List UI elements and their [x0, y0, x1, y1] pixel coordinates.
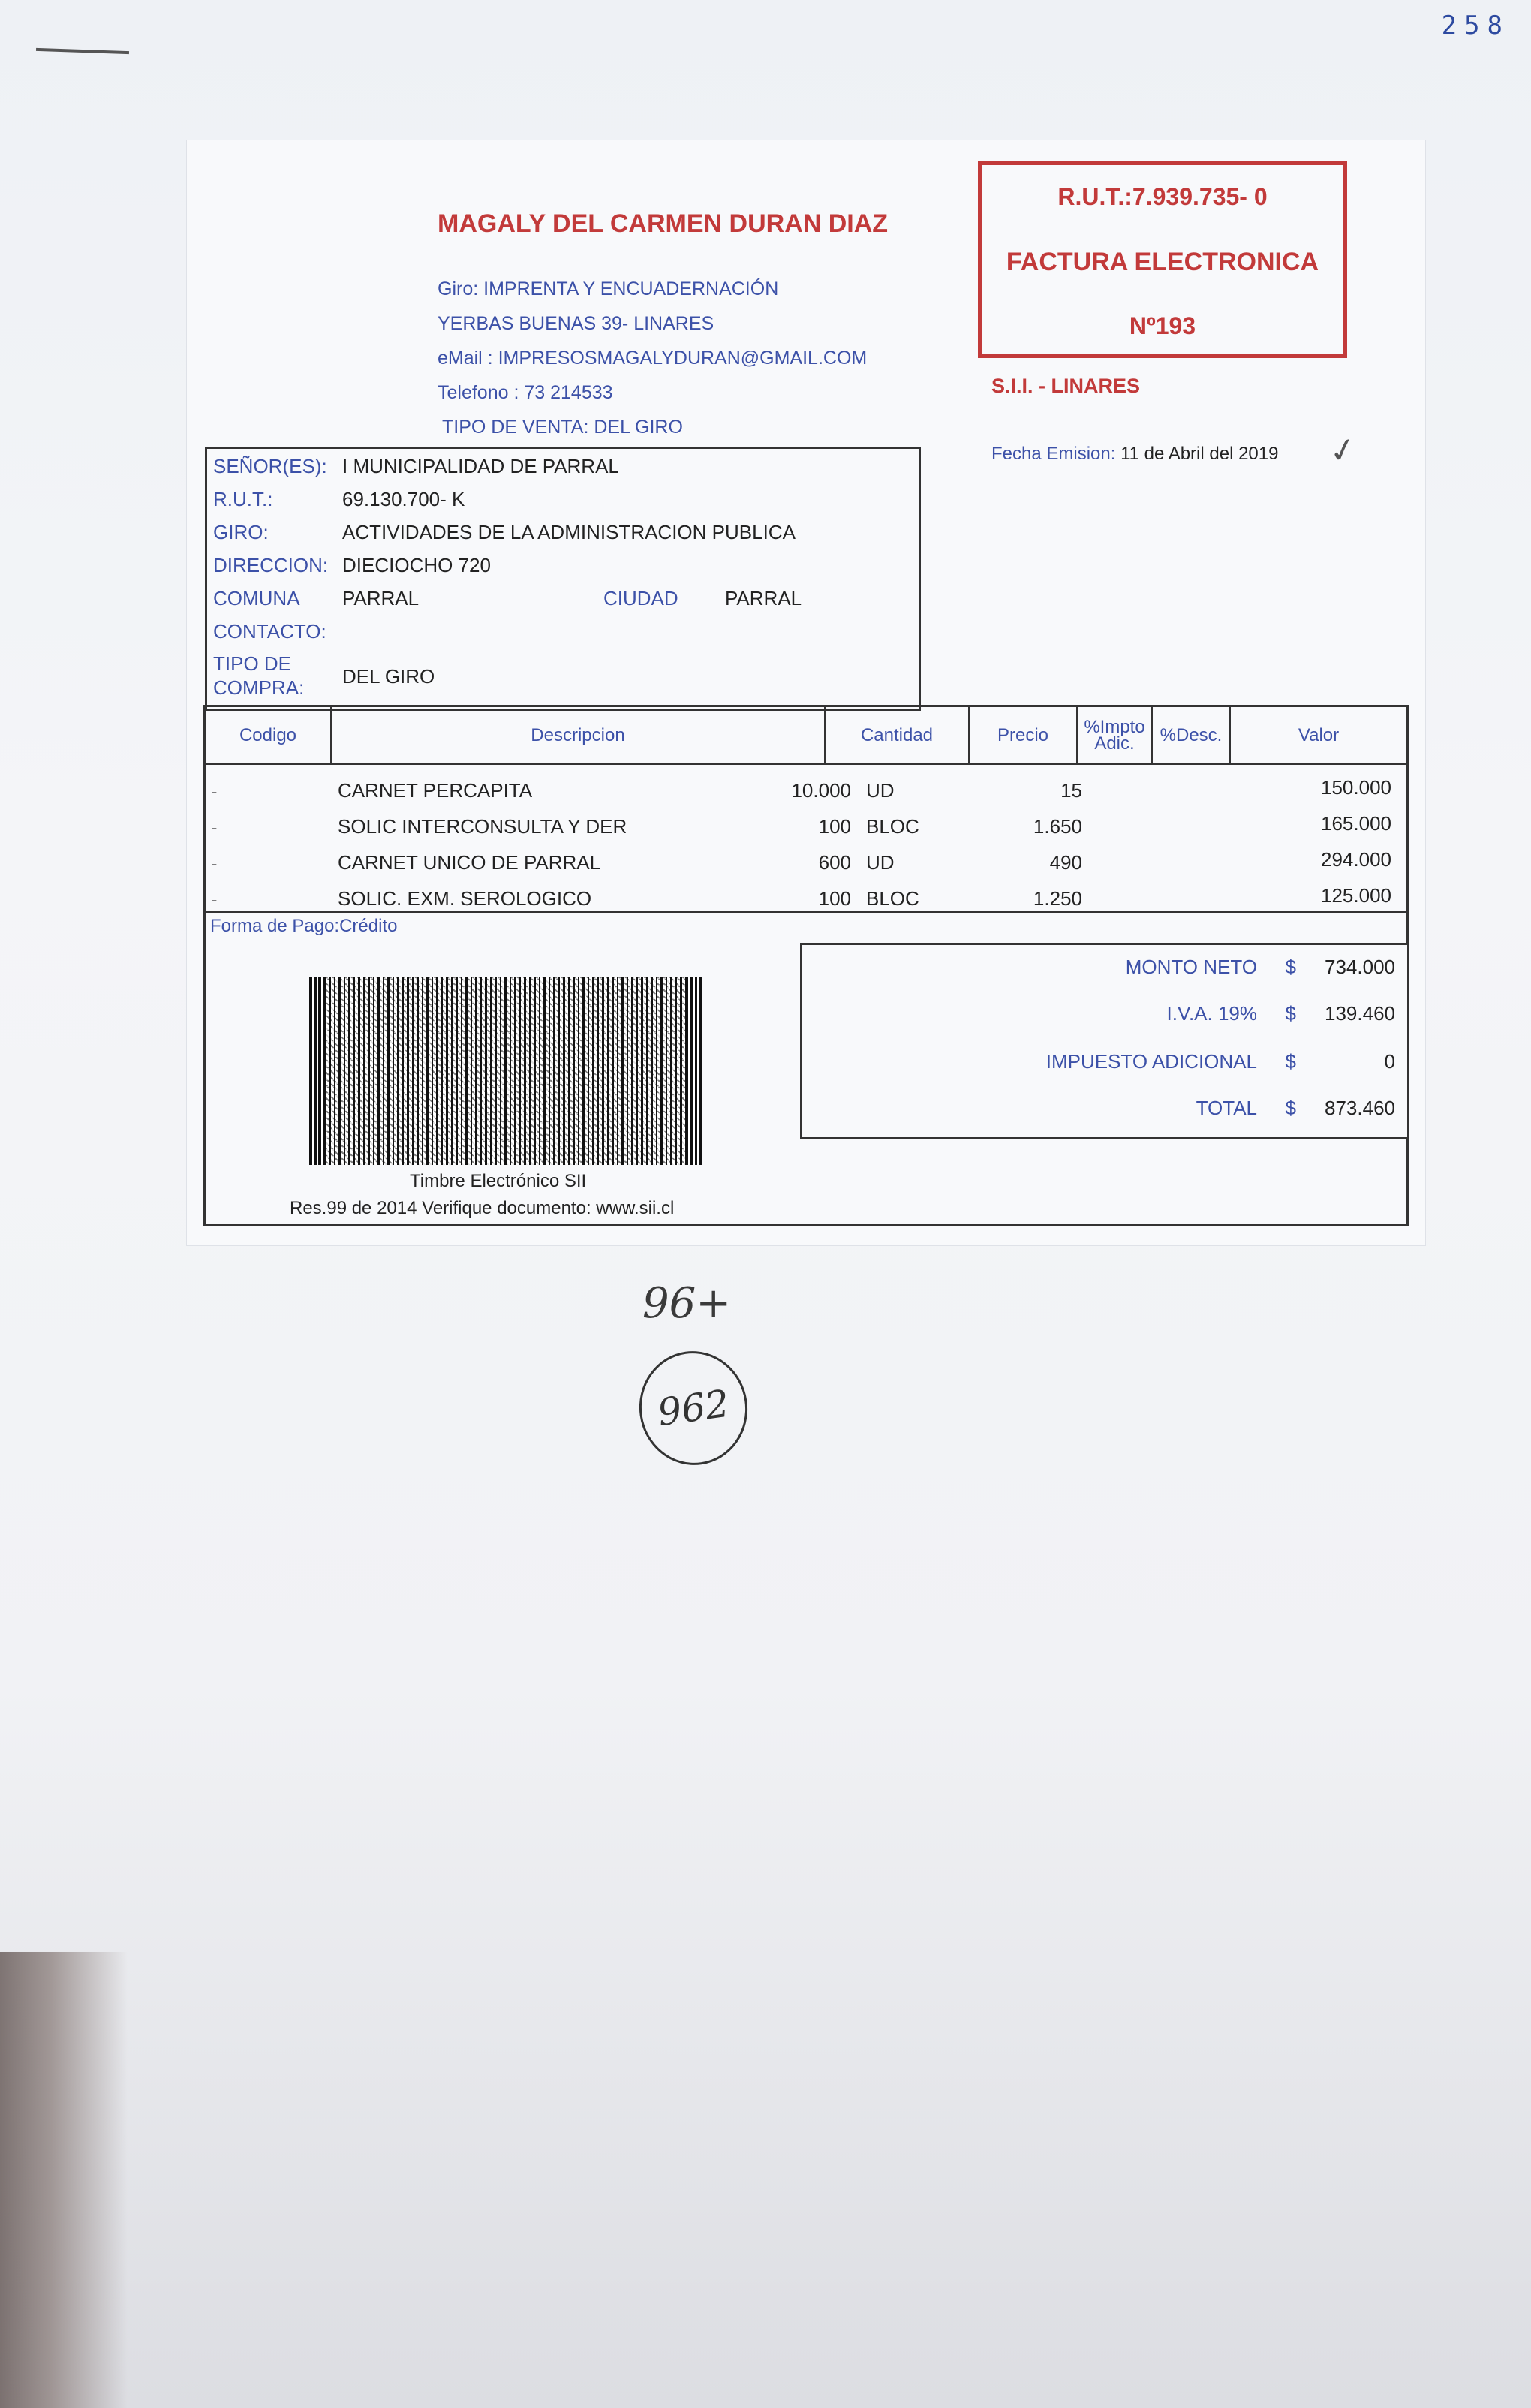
item-quantity: 100: [818, 887, 851, 910]
total-label: IMPUESTO ADICIONAL: [1045, 1050, 1257, 1073]
total-label: I.V.A. 19%: [1166, 1002, 1257, 1025]
item-description: CARNET PERCAPITA: [338, 779, 533, 802]
total-currency: $: [1285, 1097, 1296, 1119]
pen-mark: [36, 48, 129, 54]
client-purchase-type: DEL GIRO: [342, 665, 435, 688]
electronic-stamp-label: Timbre Electrónico SII: [410, 1171, 587, 1191]
pdf417-barcode: [309, 977, 702, 1165]
document-type: FACTURA ELECTRONICA: [1006, 248, 1319, 276]
client-giro-label: GIRO:: [213, 521, 269, 543]
document-rut-box: [978, 161, 1347, 358]
issue-date: [991, 444, 1278, 465]
issuer-rut: R.U.T.:7.939.735- 0: [1057, 183, 1268, 210]
client-box: [205, 447, 921, 711]
item-quantity: 10.000: [791, 779, 851, 802]
col-valor: Valor: [1298, 725, 1340, 745]
issuer-address: YERBAS BUENAS 39- LINARES: [438, 313, 714, 334]
item-value: 150.000: [1321, 776, 1391, 799]
issuer-phone: Telefono : 73 214533: [438, 382, 613, 403]
resolution-note: Res.99 de 2014 Verifique documento: www.sii.cl: [290, 1198, 675, 1218]
issuer-name: MAGALY DEL CARMEN DURAN DIAZ: [438, 209, 889, 238]
total-currency: $: [1285, 1002, 1296, 1025]
payment-method: Forma de Pago:Crédito: [210, 916, 398, 936]
item-unit: BLOC: [866, 887, 919, 910]
item-price: 15: [1060, 779, 1082, 802]
client-contact-label: CONTACTO:: [213, 620, 326, 643]
total-value: 734.000: [1325, 956, 1395, 978]
item-value: 125.000: [1321, 884, 1391, 907]
handwritten-note: 96+: [642, 1279, 732, 1328]
client-comuna-label: COMUNA: [213, 587, 300, 610]
invoice: [186, 140, 1426, 1246]
col-desc: %Desc.: [1153, 707, 1231, 764]
total-currency: $: [1285, 956, 1296, 978]
col-impto: %Impto Adic.: [1078, 707, 1153, 764]
item-code: -: [212, 890, 218, 909]
client-rut: 69.130.700- K: [342, 488, 465, 510]
item-code: -: [212, 854, 218, 873]
client-giro: ACTIVIDADES DE LA ADMINISTRACION PUBLICA: [342, 521, 796, 543]
total-value: 873.460: [1325, 1097, 1395, 1119]
item-quantity: 100: [818, 815, 851, 838]
item-price: 1.250: [1033, 887, 1082, 910]
totals-box: [800, 943, 1409, 1139]
col-descripcion: Descripcion: [332, 707, 826, 764]
payment-section: [203, 911, 1409, 1226]
item-price: 1.650: [1033, 815, 1082, 838]
page-number: 258: [1441, 11, 1510, 41]
total-value: 0: [1384, 1050, 1395, 1073]
client-rut-label: R.U.T.:: [213, 488, 273, 510]
client-purchase-type-label: TIPO DE COMPRA:: [213, 652, 305, 699]
sii-office: S.I.I. - LINARES: [991, 375, 1141, 397]
client-name-label: SEÑOR(ES):: [213, 455, 327, 477]
total-value: 139.460: [1325, 1002, 1395, 1025]
client-name: I MUNICIPALIDAD DE PARRAL: [342, 455, 619, 477]
check-mark-icon: ✓: [1325, 429, 1361, 472]
total-currency: $: [1285, 1050, 1296, 1073]
col-cantidad: Cantidad: [826, 707, 970, 764]
item-description: SOLIC. EXM. SEROLOGICO: [338, 887, 592, 910]
client-address-label: DIRECCION:: [213, 554, 329, 576]
total-label: TOTAL: [1196, 1097, 1257, 1119]
issuer-giro: Giro: IMPRENTA Y ENCUADERNACIÓN: [438, 278, 779, 299]
item-unit: UD: [866, 851, 895, 874]
item-description: CARNET UNICO DE PARRAL: [338, 851, 601, 874]
item-value: 294.000: [1321, 848, 1391, 871]
total-label: MONTO NETO: [1125, 956, 1257, 978]
header-divider: [206, 763, 1406, 765]
client-comuna: PARRAL: [342, 587, 420, 610]
item-value: 165.000: [1321, 812, 1391, 835]
document-number: Nº193: [1129, 312, 1196, 339]
item-code: -: [212, 818, 218, 837]
issuer-sale-type: TIPO DE VENTA: DEL GIRO: [442, 417, 683, 438]
client-address: DIECIOCHO 720: [342, 554, 491, 576]
scan-shadow: [0, 1952, 128, 2408]
client-city-label: CIUDAD: [603, 587, 678, 610]
items-table: [203, 705, 1409, 913]
item-quantity: 600: [818, 851, 851, 874]
issue-date-value: 11 de Abril del 2019: [1120, 444, 1279, 464]
col-precio: Precio: [970, 707, 1078, 764]
item-description: SOLIC INTERCONSULTA Y DER: [338, 815, 627, 838]
item-code: -: [212, 782, 218, 801]
item-unit: BLOC: [866, 815, 919, 838]
handwritten-circled-number: 962: [632, 1344, 755, 1473]
item-price: 490: [1049, 851, 1082, 874]
issuer-email: eMail : IMPRESOSMAGALYDURAN@GMAIL.COM: [438, 348, 868, 369]
col-codigo: Codigo: [206, 707, 332, 764]
item-unit: UD: [866, 779, 895, 802]
client-city: PARRAL: [725, 587, 802, 610]
issue-date-label: Fecha Emision:: [991, 444, 1116, 464]
